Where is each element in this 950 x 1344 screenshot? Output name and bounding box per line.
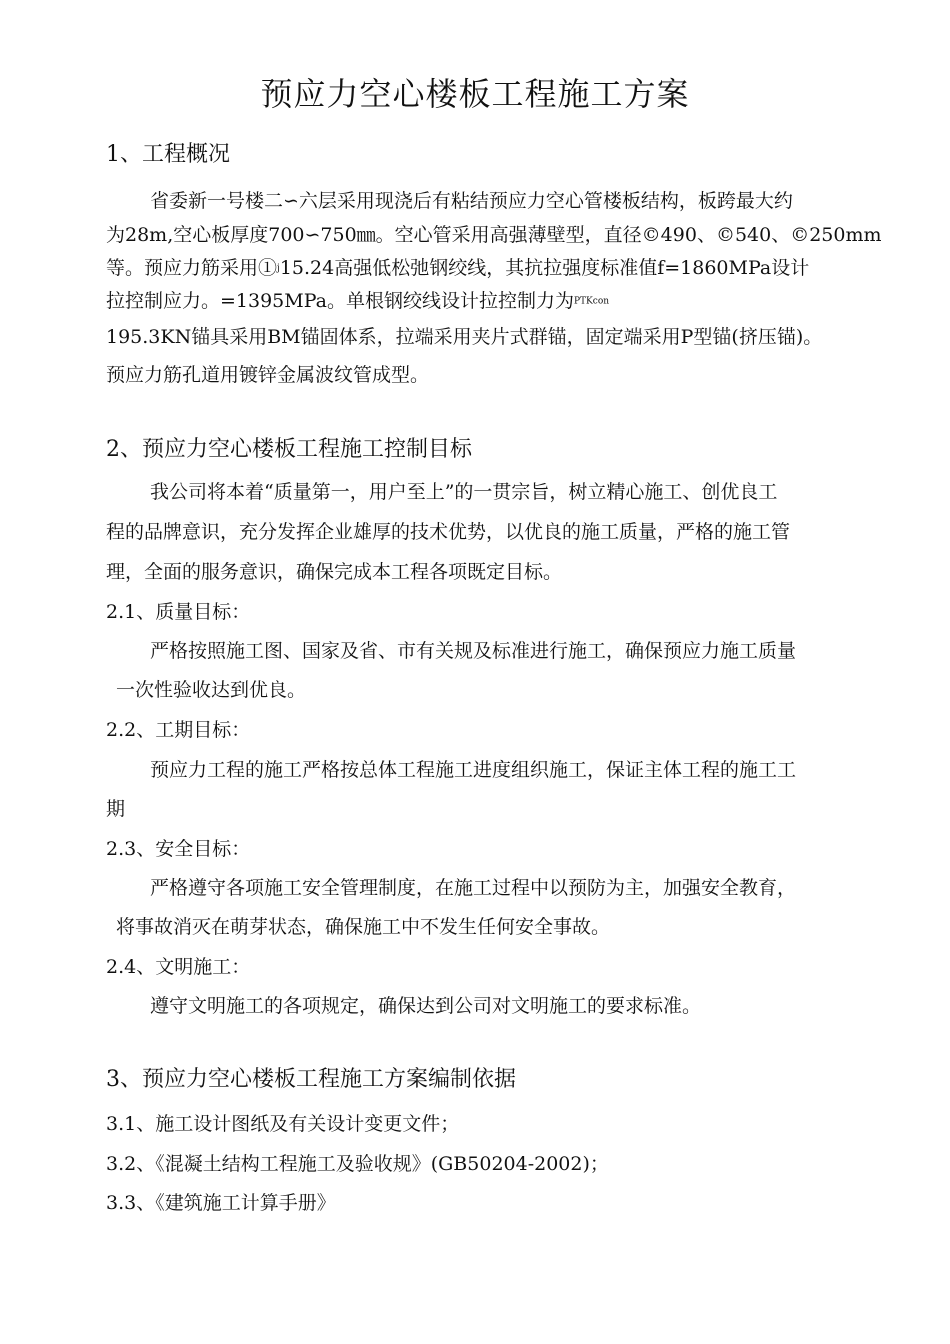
- s1-line-3: [106, 259, 809, 278]
- s1-line-2: 为28m,空心板厚度700∽750㎜。空心管采用高强薄壁型，直径©490、©540、©250mm: [106, 224, 882, 246]
- section-2-heading: 2、预应力空心楼板工程施工控制目标: [106, 437, 472, 462]
- safety-target-line-1: 严格遵守各项施工安全管理制度，在施工过程中以预防为主，加强安全教育，: [150, 877, 797, 899]
- s1-line-3-sub: j: [277, 263, 280, 274]
- s1-line-5: 195.3KN锚具采用BM锚固体系，拉端采用夹片式群锚，固定端采用P型锚(挤压锚)。: [106, 326, 823, 348]
- basis-item-2: 3.2、《混凝土结构工程施工及验收规》(GB50204-2002)；: [106, 1153, 609, 1175]
- civilized-construction-heading: 2.4、文明施工：: [106, 956, 251, 978]
- schedule-target-line-2: 期: [106, 798, 126, 820]
- safety-target-line-2: 将事故消灭在萌芽状态，确保施工中不发生任何安全事故。: [116, 916, 611, 938]
- s1-line-3-b: 15.24高强低松弛钢绞线，其抗拉强度标准值f=1860MPa设计: [279, 257, 810, 279]
- schedule-target-heading: 2.2、工期目标：: [106, 719, 251, 741]
- s2-line-2: 程的品牌意识，充分发挥企业雄厚的技术优势，以优良的施工质量，严格的施工管: [106, 521, 791, 543]
- civilized-construction-line-1: 遵守文明施工的各项规定，确保达到公司对文明施工的要求标准。: [150, 995, 702, 1017]
- s2-line-1: 我公司将本着“质量第一，用户至上”的一贯宗旨，树立精心施工、创优良工: [150, 481, 778, 503]
- section-3-heading: 3、预应力空心楼板工程施工方案编制依据: [106, 1067, 516, 1092]
- basis-item-3: 3.3、《建筑施工计算手册》: [106, 1192, 336, 1214]
- s1-line-4: [106, 292, 609, 311]
- quality-target-line-2: 一次性验收达到优良。: [116, 679, 307, 701]
- s1-line-6: 预应力筋孔道用镀锌金属波纹管成型。: [106, 364, 430, 386]
- s2-line-3: 理，全面的服务意识，确保完成本工程各项既定目标。: [106, 561, 563, 583]
- schedule-target-line-1: 预应力工程的施工严格按总体工程施工进度组织施工，保证主体工程的施工工: [150, 759, 797, 781]
- section-1-heading: 1、工程概况: [106, 142, 230, 167]
- s1-line-4-sub: PTKcon: [574, 296, 610, 307]
- s1-line-4-a: 拉控制应力。=1395MPa。单根钢绞线设计拉控制力为: [106, 290, 574, 312]
- s1-line-3-a: 等。预应力筋采用①: [106, 257, 278, 279]
- quality-target-heading: 2.1、质量目标：: [106, 601, 251, 623]
- safety-target-heading: 2.3、安全目标：: [106, 838, 251, 860]
- basis-item-1: 3.1、施工设计图纸及有关设计变更文件；: [106, 1113, 460, 1135]
- s1-line-1: 省委新一号楼二∽六层采用现浇后有粘结预应力空心管楼板结构，板跨最大约: [150, 190, 793, 212]
- quality-target-line-1: 严格按照施工图、国家及省、市有关规及标准进行施工，确保预应力施工质量: [150, 640, 797, 662]
- document-title: 预应力空心楼板工程施工方案: [260, 75, 690, 113]
